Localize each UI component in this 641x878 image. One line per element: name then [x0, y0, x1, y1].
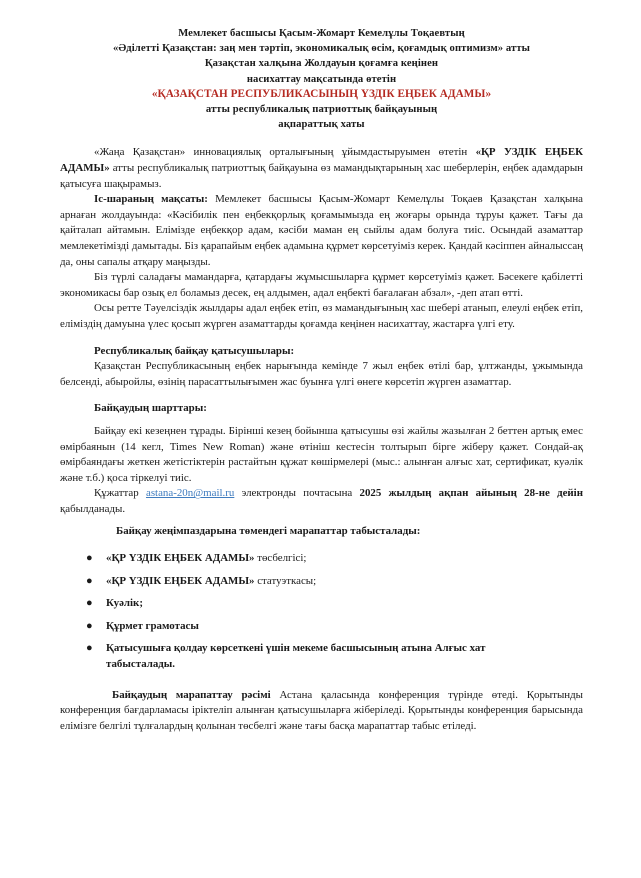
header-line-2: «Әділетті Қазақстан: заң мен тәртіп, экономикалық өсім, қоғамдық оптимизм» атты [112, 43, 531, 55]
purpose-paragraph-2: Біз түрлі саладағы мамандарға, қатардағы жұмысшыларға құрмет көрсетуіміз қажет. Бәсекеге қабілетті экономикасы бар озық ел боламыз десек, ең алдымен, адал еңбекті бағалаған абзал», -деп атап өтті. [60, 271, 583, 299]
award-bold-text: Қатысушыға қолдау көрсеткені үшін мекеме басшысының атына Алғыс хат [106, 642, 486, 655]
bullet-icon: ● [86, 574, 93, 587]
contest-title-red: «ҚАЗАҚСТАН РЕСПУБЛИКАСЫНЫҢ ҮЗДІК ЕҢБЕК АДАМЫ» [151, 87, 492, 100]
bullet-icon: ● [86, 642, 93, 655]
purpose-label: Іс-шараның мақсаты: [94, 193, 208, 206]
purpose-paragraph-3: Осы ретте Тәуелсіздік жылдары адал еңбек етіп, өз мамандығының хас шебері атанып, елеулі еңбек етіп, еліміздің дамуына үлес қосып жүрген азаматтарды қоғамда кеңінен насихаттау, жастарға үлгі ету. [60, 302, 583, 330]
intro-contest-name: «ҚР УЗДІК ЕҢБЕК АДАМЫ» [60, 146, 583, 175]
email-link[interactable]: astana-20n@mail.ru [145, 487, 235, 500]
participants-text: Қазақстан Республикасының еңбек нарығында кемінде 7 жыл еңбек өтілі бар, ұлтжанды, ұжымында белсенді, абыройлы, өзінің парасаттылығымен жас буынға үлгі өнеге көрсетіп жүрген азаматтар. [60, 360, 583, 388]
header-line-6: атты республикалық патриоттық байқауының [205, 104, 438, 116]
ceremony-paragraph [60, 688, 583, 735]
awards-list [60, 551, 583, 673]
awards-heading: Байқау жеңімпаздарына төмендегі марапаттар табысталады: [116, 525, 421, 538]
ceremony-block [60, 688, 583, 735]
submission-prefix: Құжаттар [94, 487, 146, 500]
award-bold-text: Құрмет грамотасы [106, 619, 199, 632]
purpose-paragraph [60, 192, 583, 270]
spacer [60, 333, 583, 344]
award-bold-text-line2: табысталады. [106, 658, 176, 671]
spacer [60, 390, 583, 401]
header-line-7: ақпараттық хаты [278, 119, 365, 131]
list-item [86, 596, 583, 612]
ceremony-text: Астана қаласында конференция түрінде өтеді. Қорытынды конференция бағдарламасы іріктеліп алынған қатысушыларға жіберіледі. Қорытынды конференция барысында елімізге белгілі тұлғалардың қолынан төсбелгі және тағы басқа марапаттар табыс етіледі. [60, 688, 583, 732]
header-line-4: насихаттау мақсатында өтетін [246, 73, 397, 85]
document-body [60, 145, 583, 734]
intro-text-2: атты республикалық патриоттық байқауына өз мамандықтарының хас шеберлерін, еңбек адамдарын қатысуға шақырамыз. [60, 162, 583, 190]
list-item [86, 641, 583, 672]
award-bold-text: «ҚР ҮЗДІК ЕҢБЕК АДАМЫ» [106, 574, 255, 587]
participants-heading: Республикалық байқау қатысушылары: [94, 344, 295, 357]
bullet-icon: ● [86, 597, 93, 610]
purpose-text: Мемлекет басшысы Қасым-Жомарт Кемелұлы Тоқаев Қазақстан халқына арнаған жолдауында: «Кәсібилік пен еңбекқорлық қоғамымызда ең жоғары орында тұруы қажет. Тағы да қайталап айтамын. Елімізде еңбекқор адам, кәсіби маман ең сыйлы адам болуға тиіс. Осындай азаматтар мемлекетімізді дамытады. Біз қарапайым еңбек адамына құрмет көрсетуіміз керек. Қандай кәсіппен айналыссаң да, оны сапалы атқару маңызды. [60, 193, 583, 268]
submission-middle: электронды почтасына [234, 487, 360, 500]
submission-deadline: 2025 жылдың ақпан айының 28-не дейін [359, 487, 583, 500]
header-line-3: Қазақстан халқына Жолдауын қоғамға кеңінен [204, 58, 439, 70]
award-rest-text: төсбелгісі; [254, 552, 307, 565]
spacer [60, 540, 583, 551]
submission-suffix: қабылданады. [60, 502, 126, 515]
spacer [60, 673, 583, 688]
submission-paragraph [60, 486, 583, 517]
list-item [86, 574, 583, 590]
award-rest-text: статуэткасы; [254, 574, 317, 587]
intro-text-1: «Жаңа Қазақстан» инновациялық орталығының ұйымдастыруымен өтетін [94, 146, 476, 159]
list-item [86, 551, 583, 567]
ceremony-label: Байқаудың марапаттау рәсімі [112, 688, 271, 701]
intro-paragraph [60, 145, 583, 192]
award-bold-text: Куәлік; [106, 597, 143, 610]
conditions-heading: Байқаудың шарттары: [94, 402, 207, 415]
bullet-icon: ● [86, 619, 93, 632]
spacer [60, 517, 583, 524]
header-line-1: Мемлекет басшысы Қасым-Жомарт Кемелұлы Тоқаевтың [178, 28, 465, 39]
document-header [60, 26, 583, 132]
award-bold-text: «ҚР ҮЗДІК ЕҢБЕК АДАМЫ» [106, 552, 255, 565]
conditions-paragraph: Байқау екі кезеңнен тұрады. Бірінші кезең бойынша қатысушы өзі жайлы жазылған 2 беттен артық емес өмірбаянын (14 кегл, Times New Roman) және өтініш кестесін толтырып бірге жіберу қажет. Сондай-ақ өмірбаяндағы жеткен жетістіктерін растайтын құжат көшірмелері (мыс.: алынған алғыс хат, сертификат, куәлік және т.б.) қоса тіркелуі тиіс. [60, 424, 583, 484]
spacer [60, 417, 583, 424]
bullet-icon: ● [86, 552, 93, 565]
list-item [86, 619, 583, 635]
